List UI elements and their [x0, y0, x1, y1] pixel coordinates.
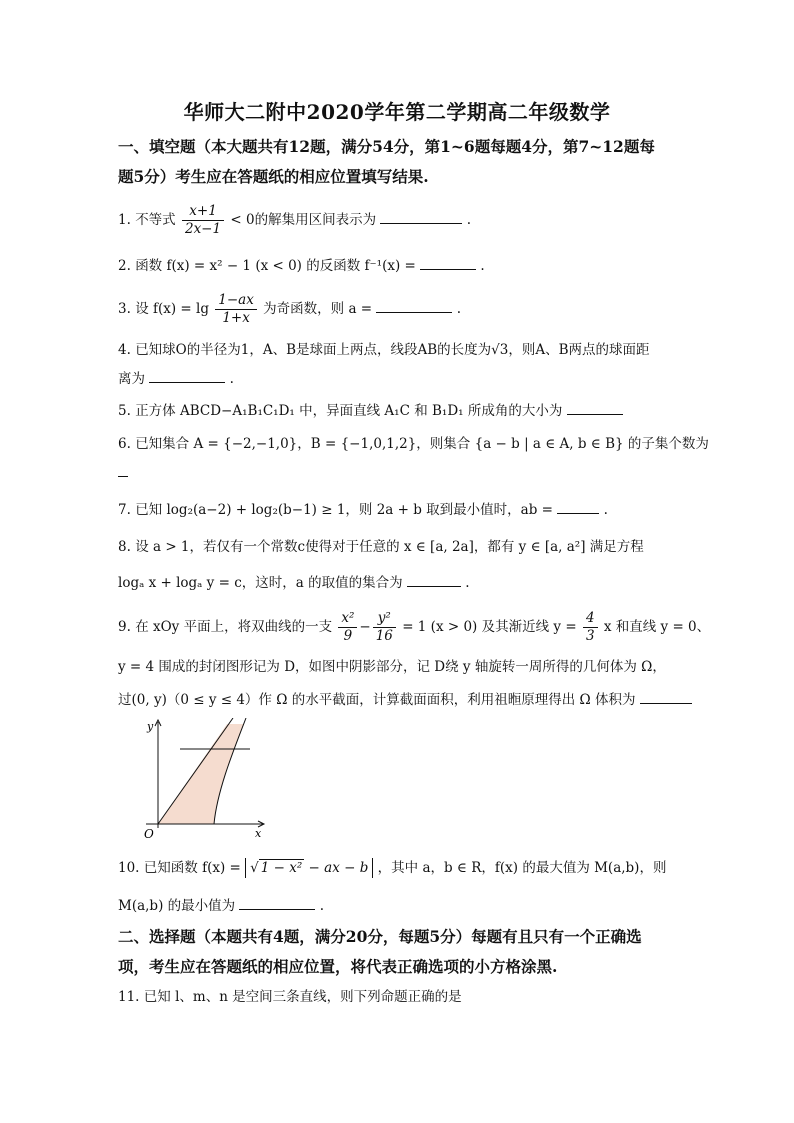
q3-answer-blank[interactable]: [376, 298, 452, 313]
q5-answer-blank[interactable]: [567, 400, 623, 415]
q9-line2: y = 4 围成的封闭图形记为 D，如图中阴影部分，记 D绕 y 轴旋转一周所得的几何体为 Ω，: [118, 659, 666, 675]
q3-end: .: [456, 301, 461, 317]
q5-text: 正方体 ABCD−A₁B₁C₁D₁ 中，异面直线 A₁C 和 B₁D₁ 所成角的大小为: [135, 403, 563, 419]
q9-frac2-den: 16: [375, 628, 393, 644]
origin-label: O: [144, 827, 154, 841]
q9-frac1-num: x²: [338, 610, 357, 628]
q1-pre: 不等式: [135, 212, 176, 228]
q10-end: .: [319, 898, 325, 914]
q11-number: 11.: [118, 989, 140, 1005]
question-10-cont: [118, 895, 680, 916]
section1-line1: 一、填空题（本大题共有12题，满分54分，第1~6题每题4分，第7~12题每: [118, 137, 655, 156]
q7-number: 7.: [118, 502, 131, 518]
q10-absolute-value: √ 1 − x² − ax − b: [245, 858, 373, 878]
q9-frac1: [338, 610, 357, 645]
question-8: [118, 537, 680, 557]
q5-number: 5.: [118, 403, 131, 419]
q1-frac-den: 2x−1: [184, 221, 222, 237]
q1-number: 1.: [118, 212, 131, 228]
q9-number: 9.: [118, 619, 131, 635]
q10-post: ，其中 a，b ∈ R，f(x) 的最大值为 M(a,b)，则: [377, 860, 667, 876]
q1-answer-blank[interactable]: [380, 209, 462, 224]
q9-line3: 过(0, y)（0 ≤ y ≤ 4）作 Ω 的水平截面，计算截面面积，利用祖暅原理得出 Ω 体积为: [118, 692, 636, 708]
question-9-line2: [118, 657, 680, 677]
x-axis-label: x: [255, 827, 262, 840]
q8-line1: 设 a > 1，若仅有一个常数c使得对于任意的 x ∈ [a, 2a]，都有 y ∈ [a, a²] 满足方程: [135, 539, 644, 555]
q8-number: 8.: [118, 539, 131, 555]
q10-number: 10.: [118, 860, 140, 876]
q9-frac3-num: 4: [583, 610, 598, 628]
q1-end: .: [466, 212, 471, 228]
question-9-line3: [118, 689, 680, 710]
q8-end: .: [465, 575, 470, 591]
q10-abs-tail: − ax − b: [308, 860, 369, 876]
q10-answer-blank[interactable]: [239, 895, 315, 910]
question-9: [118, 610, 711, 645]
q1-mid: < 0的解集用区间表示为: [230, 212, 377, 228]
q7-answer-blank[interactable]: [557, 499, 599, 514]
question-4: [118, 340, 680, 360]
q6-line1: 已知集合 A = {−2,−1,0}，B = {−1,0,1,2}，则集合 {a − b | a ∈ A, b ∈ B} 的子集个数为: [135, 436, 709, 452]
shaded-region-d: [158, 724, 244, 824]
q1-frac-num: x+1: [182, 203, 224, 221]
question-3: [118, 292, 680, 327]
section2-line2: 项，考生应在答题纸的相应位置，将代表正确选项的小方格涂黑.: [118, 957, 558, 976]
q6-answer-blank[interactable]: [118, 462, 128, 477]
q8-line2: logₐ x + logₐ y = c，这时，a 的取值的集合为: [118, 575, 403, 591]
y-axis-label: y: [147, 720, 154, 733]
question-8-cont: [118, 572, 680, 593]
page-title: 华师大二附中2020学年第二学期高二年级数学: [183, 100, 611, 124]
q2-end: .: [480, 258, 485, 274]
q9-frac2-num: y²: [373, 610, 396, 628]
q9-frac3: [583, 610, 598, 645]
section1-heading: [118, 132, 678, 192]
q11-text: 已知 l、m、n 是空间三条直线，则下列命题正确的是: [143, 989, 462, 1005]
q1-fraction: [182, 203, 224, 238]
q3-fraction: [215, 292, 257, 327]
q4-number: 4.: [118, 342, 131, 358]
q8-answer-blank[interactable]: [407, 572, 461, 587]
q9-figure-svg: [140, 718, 270, 843]
question-5: [118, 400, 680, 421]
section2-heading: [118, 922, 678, 982]
q4-line1: 已知球O的半径为1，A、B是球面上两点，线段AB的长度为√3，则A、B两点的球面距: [135, 342, 650, 358]
question-2: [118, 255, 680, 276]
q9-line1-end: x 和直线 y = 0、: [603, 619, 711, 635]
q6-number: 6.: [118, 436, 131, 452]
question-6: [118, 434, 709, 454]
q4-line2: 离为: [118, 371, 145, 387]
question-4-cont: [118, 368, 680, 389]
q3-pre: 设 f(x) = lg: [135, 301, 209, 317]
q9-frac3-den: 3: [585, 628, 595, 644]
q9-frac2: [373, 610, 396, 645]
section2-line1: 二、选择题（本题共有4题，满分20分，每题5分）每题有且只有一个正确选: [118, 927, 642, 946]
section1-line2: 题5分）考生应在答题纸的相应位置填写结果.: [118, 167, 429, 186]
q2-text: 函数 f(x) = x² − 1 (x < 0) 的反函数 f⁻¹(x) =: [135, 258, 416, 274]
question-7: [118, 499, 680, 520]
q7-text: 已知 log₂(a−2) + log₂(b−1) ≥ 1，则 2a + b 取到最小值时，ab =: [135, 502, 553, 518]
q4-end: .: [229, 371, 234, 387]
q4-answer-blank[interactable]: [149, 368, 225, 383]
q10-sqrt: 1 − x²: [260, 860, 303, 876]
q2-answer-blank[interactable]: [420, 255, 476, 270]
question-6-cont: [118, 462, 680, 483]
q3-frac-num: 1−ax: [215, 292, 257, 310]
q9-line1-pre: 在 xOy 平面上，将双曲线的一支: [135, 619, 333, 635]
q2-number: 2.: [118, 258, 131, 274]
q10-line2: M(a,b) 的最小值为: [118, 898, 236, 914]
q9-line1-mid: = 1 (x > 0) 及其渐近线 y =: [402, 619, 577, 635]
q3-mid: 为奇函数，则 a =: [263, 301, 373, 317]
question-1: [118, 203, 680, 238]
q3-frac-den: 1+x: [222, 310, 250, 326]
question-10: [118, 858, 680, 878]
q9-figure: [140, 718, 270, 843]
q10-pre: 已知函数 f(x) =: [143, 860, 241, 876]
q9-minus: −: [359, 619, 371, 635]
q9-answer-blank[interactable]: [640, 689, 692, 704]
q9-frac1-den: 9: [343, 628, 353, 644]
q7-end: .: [603, 502, 608, 518]
q3-number: 3.: [118, 301, 131, 317]
question-11: [118, 987, 680, 1007]
